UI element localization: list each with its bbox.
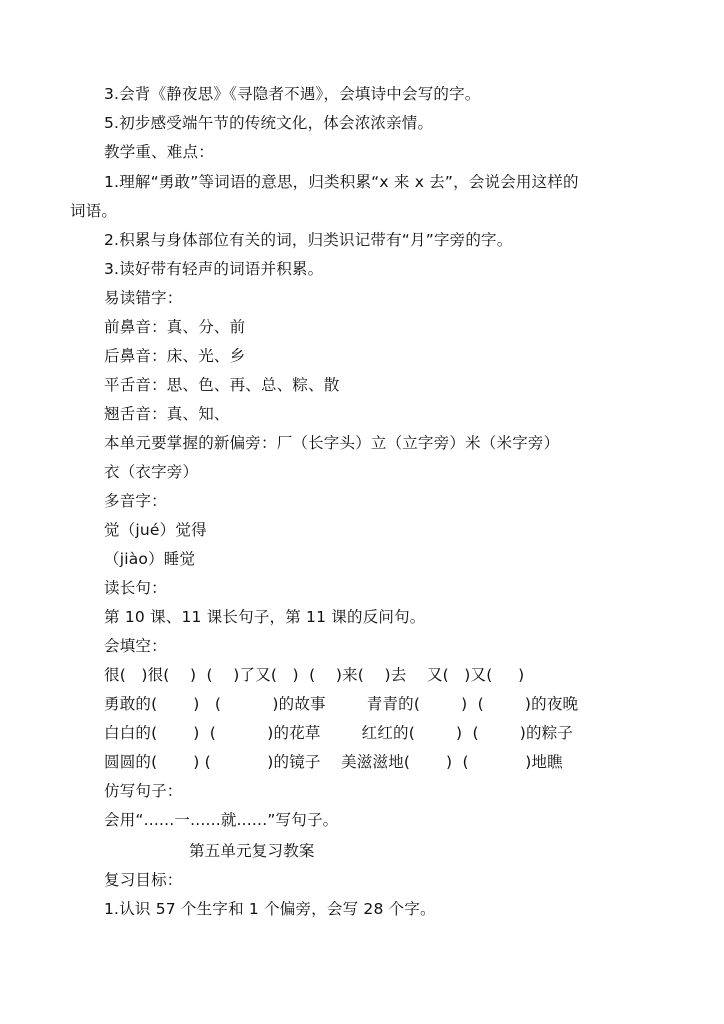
text-line: （jiào）睡觉 <box>104 550 196 568</box>
fill-in-line: 圆圆的( ) ( )的镜子 美滋滋地( ) ( )地瞧 <box>104 753 563 771</box>
text-line: 2.积累与身体部位有关的词，归类识记带有“月”字旁的字。 <box>104 231 513 249</box>
text-line: 3.会背《静夜思》《寻隐者不遇》，会填诗中会写的字。 <box>104 85 481 103</box>
section-heading: 多音字： <box>104 492 167 510</box>
section-heading: 教学重、难点： <box>104 143 214 161</box>
text-line: 1.理解“勇敢”等词语的意思，归类积累“x 来 x 去”，会说会用这样的 <box>104 173 579 191</box>
fill-in-line: 白白的( ) ( )的花草 红红的( ) ( )的粽子 <box>104 724 574 742</box>
section-heading: 易读错字： <box>104 289 183 307</box>
section-heading: 仿写句子： <box>104 782 183 800</box>
fill-in-line: 很( )很( ) ( )了又( ) ( )来( )去 又( )又( ) <box>104 666 525 684</box>
text-line: 后鼻音：床、光、乡 <box>104 347 246 365</box>
section-heading: 读长句： <box>104 579 167 597</box>
document-title: 第五单元复习教案 <box>189 842 315 860</box>
text-line: 本单元要掌握的新偏旁：厂（长字头）立（立字旁）米（米字旁） <box>104 434 560 452</box>
text-line: 词语。 <box>70 202 118 220</box>
text-line: 1.认识 57 个生字和 1 个偏旁，会写 28 个字。 <box>104 900 436 918</box>
section-heading: 会填空： <box>104 637 167 655</box>
text-line: 5.初步感受端午节的传统文化，体会浓浓亲情。 <box>104 114 434 132</box>
text-line: 第 10 课、11 课长句子，第 11 课的反问句。 <box>104 608 426 626</box>
section-heading: 复习目标： <box>104 871 183 889</box>
text-line: 翘舌音：真、知、 <box>104 405 230 423</box>
text-line: 平舌音：思、色、再、总、粽、散 <box>104 376 340 394</box>
text-line: 前鼻音：真、分、前 <box>104 318 246 336</box>
text-line: 会用“......一......就......”写句子。 <box>104 811 339 829</box>
fill-in-line: 勇敢的( ) ( )的故事 青青的( ) ( )的夜晚 <box>104 695 579 713</box>
text-line: 衣（衣字旁） <box>104 463 199 481</box>
text-line: 觉（jué）觉得 <box>104 521 207 539</box>
text-line: 3.读好带有轻声的词语并积累。 <box>104 260 324 278</box>
